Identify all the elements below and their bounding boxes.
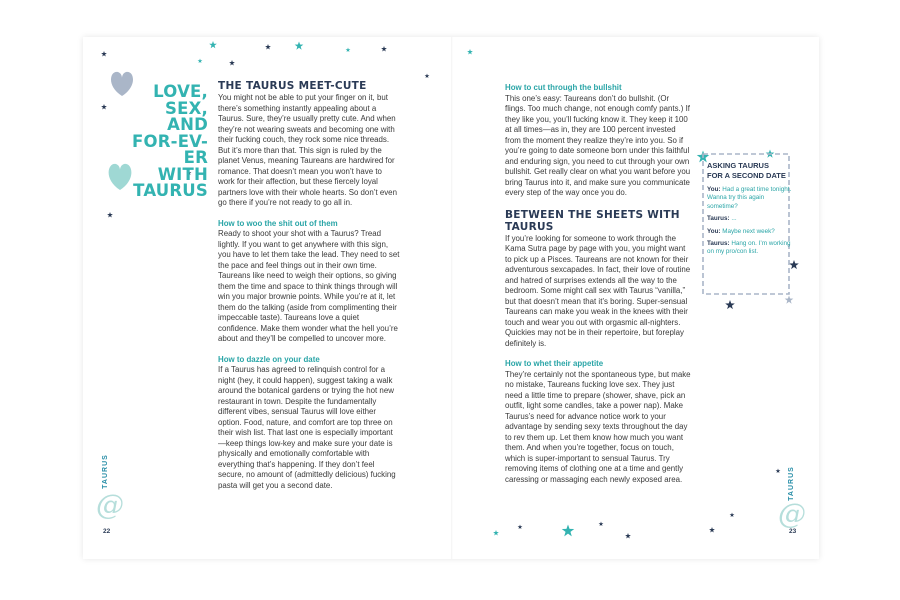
subheading: How to whet their appetite	[505, 359, 604, 368]
page-number-right: 23	[789, 528, 797, 535]
message-text: ...	[731, 215, 737, 223]
star-icon	[518, 525, 523, 530]
message-text: Had a great time tonight. Wanna try this again sometime?	[707, 186, 792, 210]
section-heading: BETWEEN THE SHEETS WITH TAURUS	[505, 208, 680, 233]
decorative-flourish-icon: @	[778, 497, 806, 530]
page-number-left: 22	[103, 528, 111, 535]
star-icon	[346, 48, 351, 53]
body-paragraph: Ready to shoot your shot with a Taurus? Tread lightly. If you want to get anywhere with this sign, you have to let them take the lead. They need to set the pace and feel things out in their own time. Taureans like need to weigh their options, so giving them the time and space to think things through will win you major brownie points. While you’re at it, let them do the talking (aside from complimenting their impeccable taste). Taureans love a quiet confidence. Make them wonder what the hell you’re about and they’ll be compelled to uncover more.	[218, 229, 400, 343]
star-icon	[599, 522, 604, 527]
chat-message	[707, 240, 793, 257]
message-sender: Taurus:	[707, 215, 730, 223]
left-page-column	[218, 80, 400, 491]
star-icon	[265, 44, 271, 49]
star-icon	[562, 525, 574, 537]
star-icon	[776, 469, 781, 474]
title-line: FOR-EV-ER	[132, 131, 208, 167]
star-icon	[101, 104, 107, 109]
star-icon	[625, 533, 631, 538]
message-sender: You:	[707, 227, 721, 235]
star-icon	[381, 46, 387, 51]
star-icon	[295, 42, 304, 50]
running-head-left: TAURUS	[101, 454, 109, 489]
message-text: Maybe next week?	[722, 227, 775, 235]
title-line: TAURUS	[133, 181, 208, 200]
star-icon	[229, 60, 235, 65]
star-icon	[493, 530, 499, 535]
chat-message	[707, 215, 793, 223]
star-icon	[425, 74, 430, 79]
right-page-column	[505, 83, 691, 485]
body-paragraph: If a Taurus has agreed to relinquish control for a night (hey, it could happen), suggest taking a walk around the botanical gardens or trying the hot new restaurant in town. Despite the fundamentally different vibes, sensual Taurus will love either option. Food, nature, and comfort are top three on their wish list. That last one is especially important—keep things low-key and make sure your date is physically and emotionally comfortable with everything that’s happening. If they don’t feel secure, no amount of (admittedly delicious) fucking pasta will get you a second date.	[218, 365, 396, 490]
sidebar-title-line: FOR A SECOND DATE	[707, 170, 786, 180]
title-line: WITH	[157, 164, 208, 184]
section-heading: THE TAURUS MEET-CUTE	[218, 80, 367, 92]
body-paragraph: You might not be able to put your finger on it, but there’s something instantly appealing about a Taurus. Sure, they’re usually pretty cute. And when they’re not wearing sweats and becoming one with their fucking couch, they rock some nice threads. But it’s more than that. This sign is ruled by the planet Venus, meaning Taureans are hardwired for romance. That doesn’t mean you won’t have to work for their affection, but these fiercely loyal partners love with their whole hearts. So don’t even go there if you’re not ready to go all in.	[218, 93, 397, 207]
decorative-flourish-icon: @	[96, 488, 124, 521]
message-text: Hang on. I’m working on my pro/con list.	[707, 240, 791, 256]
star-icon	[730, 513, 735, 518]
star-icon	[709, 527, 715, 532]
title-line: LOVE,	[153, 82, 208, 101]
star-icon	[467, 49, 473, 54]
star-icon	[101, 51, 107, 56]
chat-message	[707, 186, 793, 211]
subheading: How to cut through the bullshit	[505, 83, 622, 92]
running-head-right: TAURUS	[787, 466, 795, 501]
star-icon	[198, 59, 203, 64]
message-sender: You:	[707, 186, 721, 193]
body-paragraph: This one’s easy: Taureans don’t do bullshit. (Or flings. Too much change, not enough comfy pants.) If they like you, you’ll fucking know it. They keep it 100 at all times—as in, they are 100 percent invested from the moment they realize they’re into you. So if you’re going to date someone born under this faithful and enduring sign, you need to cut through your own bullshit. Get really clear on what you want before you bring Taurus into it, and make sure you communicate every step of the way once you do.	[505, 93, 691, 197]
chapter-title	[128, 84, 208, 200]
body-paragraph: If you’re looking for someone to work through the Kama Sutra page by page with you, you might want to pick up a Pisces. Taureans are not known for their adventurous sexcapades. In fact, their love of routine and hatred of surprises extends all the way to the bedroom. Some might call sex with Taurus “vanilla,” but that doesn’t mean that it’s boring. Super-sensual Taureans can make you weak in the knees with their touch and wear you out with orgasmic all-nighters. Quickies may not be in their repertoire, but foreplay definitely is.	[505, 233, 691, 348]
star-icon	[725, 300, 735, 309]
subheading: How to dazzle on your date	[218, 354, 320, 364]
chat-message	[707, 228, 793, 236]
star-icon	[107, 212, 113, 217]
sidebar-box	[707, 161, 793, 261]
message-sender: Taurus:	[707, 240, 730, 248]
sidebar-title	[707, 161, 793, 180]
title-line: SEX, AND	[165, 98, 208, 134]
subheading: How to woo the shit out of them	[218, 218, 338, 228]
star-icon	[209, 41, 217, 48]
sidebar-title-line: ASKING TAURUS	[707, 161, 769, 170]
body-paragraph: They’re certainly not the spontaneous type, but make no mistake, Taureans fucking love sex. They just need a little time to prepare (shower, shave, pick an outfit, light some candles, take a power nap). Make Taurus’s need for advance notice work to your advantage by sending sexy texts throughout the day to rev them up. Let them know how much you want them. And when you’re together, focus on touch, which is super-important to sensual Taurus. Try removing items of clothing one at a time and gently caressing or massaging each newly exposed area.	[505, 369, 691, 484]
